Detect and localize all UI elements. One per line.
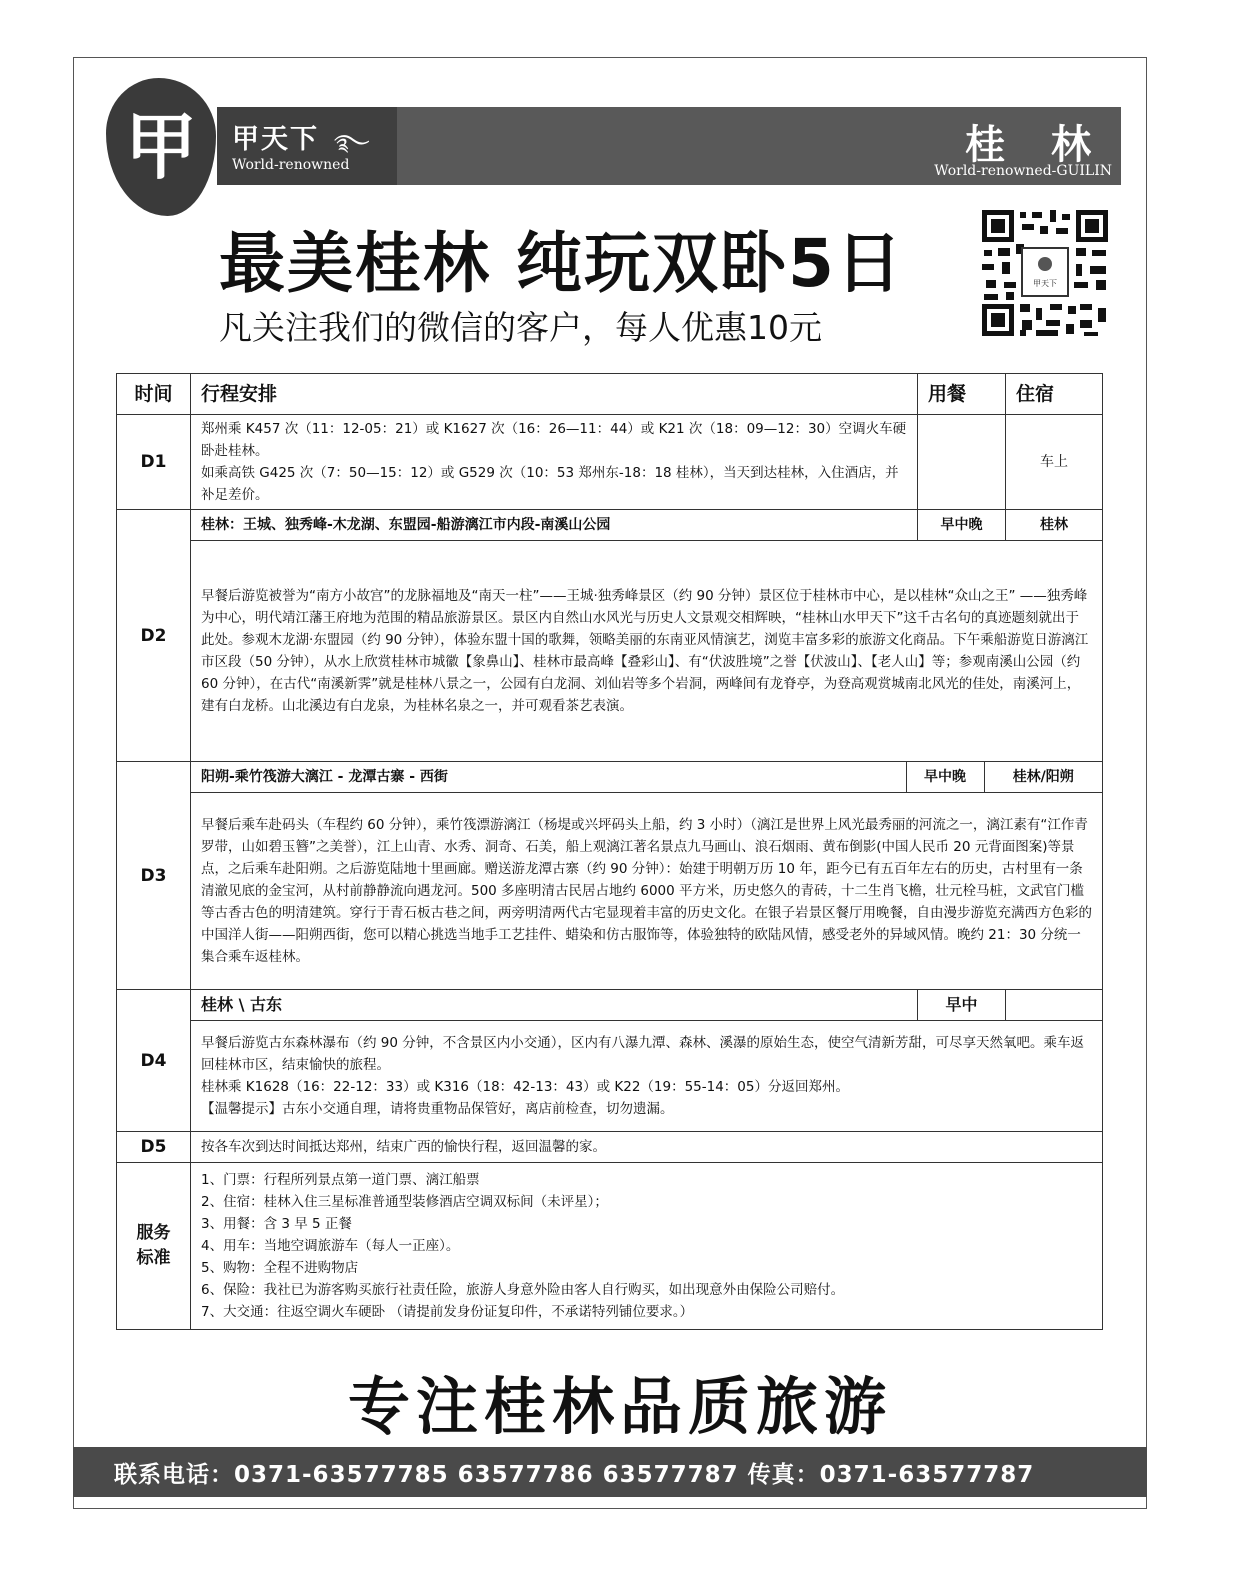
city-tagline: World-renowned-GUILIN: [934, 163, 1112, 179]
header-time: 时间: [117, 374, 191, 415]
meal-cell: [918, 415, 1006, 510]
city-name: 桂 林: [965, 121, 1107, 168]
itinerary-line: 郑州乘 K457 次（11：12-05：21）或 K1627 次（16：26—11：44）或 K21 次（18：09—12：30）空调火车硬卧赴桂林。: [201, 421, 907, 459]
itinerary-line: 【温馨提示】古东小交通自理，请将贵重物品保管好，离店前检查，切勿遗漏。: [201, 1101, 674, 1117]
itinerary-line: 如乘高铁 G425 次（7：50—15：12）或 G529 次（10：53 郑州东-18：18 桂林），当天到达桂林，入住酒店，并补足差价。: [201, 465, 899, 503]
promo-subtitle: 凡关注我们的微信的客户，每人优惠10元: [219, 308, 822, 347]
cloud-swirl-icon: ࿐: [334, 131, 370, 156]
service-label: [117, 1163, 191, 1330]
slogan: 专注桂林品质旅游: [347, 1370, 892, 1443]
day-content-row-d2: [117, 541, 1103, 762]
itinerary-line: 早餐后游览古东森林瀑布（约 90 分钟，不含景区内小交通），区内有八瀑九潭、森林、溪瀑的原始生态，使空气清新芳甜，可尽享天然氧吧。乘车返回桂林市区，结束愉快的旅程。: [201, 1035, 1085, 1073]
day-row-d5: [117, 1132, 1103, 1163]
stay-cell: 车上: [1006, 415, 1103, 510]
day-title-row-d3: [117, 762, 1103, 793]
service-item: 4、用车：当地空调旅游车（每人一正座）。: [201, 1238, 460, 1254]
service-item: 7、大交通：往返空调火车硬卧 （请提前发身份证复印件，不承诺特列铺位要求。）: [201, 1304, 694, 1320]
header-stay: 住宿: [1006, 374, 1103, 415]
table-header-row: [117, 374, 1103, 415]
header-plan: 行程安排: [191, 374, 918, 415]
contact-info: 联系电话：0371-63577785 63577786 63577787 传真：0371-63577787: [114, 1462, 1035, 1488]
brand-tagline: World-renowned: [232, 157, 350, 173]
day-label: D2: [117, 510, 191, 762]
service-content: [191, 1163, 1103, 1330]
wechat-qr-code-icon[interactable]: [980, 208, 1110, 338]
day-title-row-d2: [117, 510, 1103, 541]
service-item: 5、购物：全程不进购物店: [201, 1260, 359, 1276]
service-item: 3、用餐：含 3 早 5 正餐: [201, 1216, 352, 1232]
day-label: D3: [117, 762, 191, 990]
stay-cell: 桂林/阳朔: [984, 762, 1102, 792]
day-content: 按各车次到达时间抵达郑州，结束广西的愉快行程，返回温馨的家。: [191, 1132, 1103, 1163]
service-label-line: 标准: [136, 1248, 171, 1268]
day-content: [191, 415, 918, 510]
service-label-line: 服务: [136, 1223, 171, 1243]
meal-cell: 早中晚: [918, 510, 1006, 541]
meal-cell: 早中晚: [906, 762, 984, 792]
day-title: 桂林：王城、独秀峰-木龙湖、东盟园-船游漓江市内段-南溪山公园: [191, 510, 918, 541]
page-title: 最美桂林 纯玩双卧5日: [219, 225, 904, 302]
stay-cell: 桂林: [1006, 510, 1103, 541]
service-row: [117, 1163, 1103, 1330]
stay-cell: [1006, 990, 1103, 1021]
brand-name: 甲天下: [232, 124, 319, 155]
day-content: 早餐后游览被誉为“南方小故宫”的龙脉福地及“南天一柱”——王城·独秀峰景区（约 90 分钟）景区位于桂林市中心，是以桂林“众山之王” ——独秀峰为中心，明代靖江藩王府地为范围的精品旅游景区。景区内自然山水风光与历史人文景观交相辉映，“桂林山水甲天下”这千古名句的真迹题刻就出于此处。参观木龙湖·东盟园（约 90 分钟），体验东盟十国的歌舞，领略美丽的东南亚风情演艺，浏览丰富多彩的旅游文化商品。下午乘船游览日游漓江市区段（50 分钟），从水上欣赏桂林市城徽【象鼻山】、桂林市最高峰【叠彩山】、有“伏波胜境”之誉【伏波山】、【老人山】等；参观南溪山公园（约 60 分钟），在古代“南溪新霁”就是桂林八景之一，公园有白龙洞、刘仙岩等多个岩洞，两峰间有龙脊亭，为登高观赏城南北风光的佳处，南溪河上，建有白龙桥。山北溪边有白龙泉，为桂林名泉之一，并可观看茶艺表演。: [191, 541, 1103, 762]
service-item: 2、住宿：桂林入住三星标准普通型装修酒店空调双标间（未评星）；: [201, 1194, 608, 1210]
seal-character: 甲: [124, 104, 197, 189]
day-title: 阳朔-乘竹筏游大漓江 - 龙潭古寨 - 西街: [201, 769, 448, 785]
itinerary-line: 桂林乘 K1628（16：22-12：33）或 K316（18：42-13：43）或 K22（19：55-14：05）分返回郑州。: [201, 1079, 849, 1095]
day-label: D4: [117, 990, 191, 1132]
day-label: D1: [117, 415, 191, 510]
day-label: D5: [117, 1132, 191, 1163]
day-title: 桂林 \ 古东: [191, 990, 918, 1021]
qr-center-label: 甲天下: [1033, 279, 1057, 288]
meal-cell: 早中: [918, 990, 1006, 1021]
header-meal: 用餐: [918, 374, 1006, 415]
service-item: 1、门票：行程所列景点第一道门票、漓江船票: [201, 1172, 480, 1188]
d3-title-inner: [191, 762, 1102, 792]
day-content-row-d4: [117, 1021, 1103, 1132]
service-item: 6、保险：我社已为游客购买旅行社责任险，旅游人身意外险由客人自行购买，如出现意外由保险公司赔付。: [201, 1282, 845, 1298]
itinerary-table: [116, 373, 1103, 1330]
day-content-row-d3: [117, 793, 1103, 990]
day-content: 早餐后乘车赴码头（车程约 60 分钟），乘竹筏漂游漓江（杨堤或兴坪码头上船，约 3 小时）（漓江是世界上风光最秀丽的河流之一，漓江素有“江作青罗带，山如碧玉簪”之美誉），江上山青、水秀、洞奇、石美，船上观漓江著名景点九马画山、浪石烟雨、黄布倒影(中国人民币 20 元背面图案)等景点，之后乘车赴阳朔。之后游览陆地十里画廊。赠送游龙潭古寨（约 90 分钟）：始建于明朝万历 10 年，距今已有五百年左右的历史，古村里有一条清澈见底的金宝河，从村前静静流向遇龙河。500 多座明清古民居占地约 6000 平方米，历史悠久的青砖，十二生肖飞檐，壮元栓马桩，文武官门槛等古香古色的明清建筑。穿行于青石板古巷之间，两旁明清两代古宅显现着丰富的历史文化。在银子岩景区餐厅用晚餐，自由漫步游览充满西方色彩的中国洋人街——阳朔西街，您可以精心挑选当地手工艺挂件、蜡染和仿古服饰等，体验独特的欧陆风情，感受老外的异域风情。晚约 21：30 分统一集合乘车返桂林。: [191, 793, 1103, 990]
day-row-d1: [117, 415, 1103, 510]
day-content: [191, 1021, 1103, 1132]
day-title-row-d4: [117, 990, 1103, 1021]
